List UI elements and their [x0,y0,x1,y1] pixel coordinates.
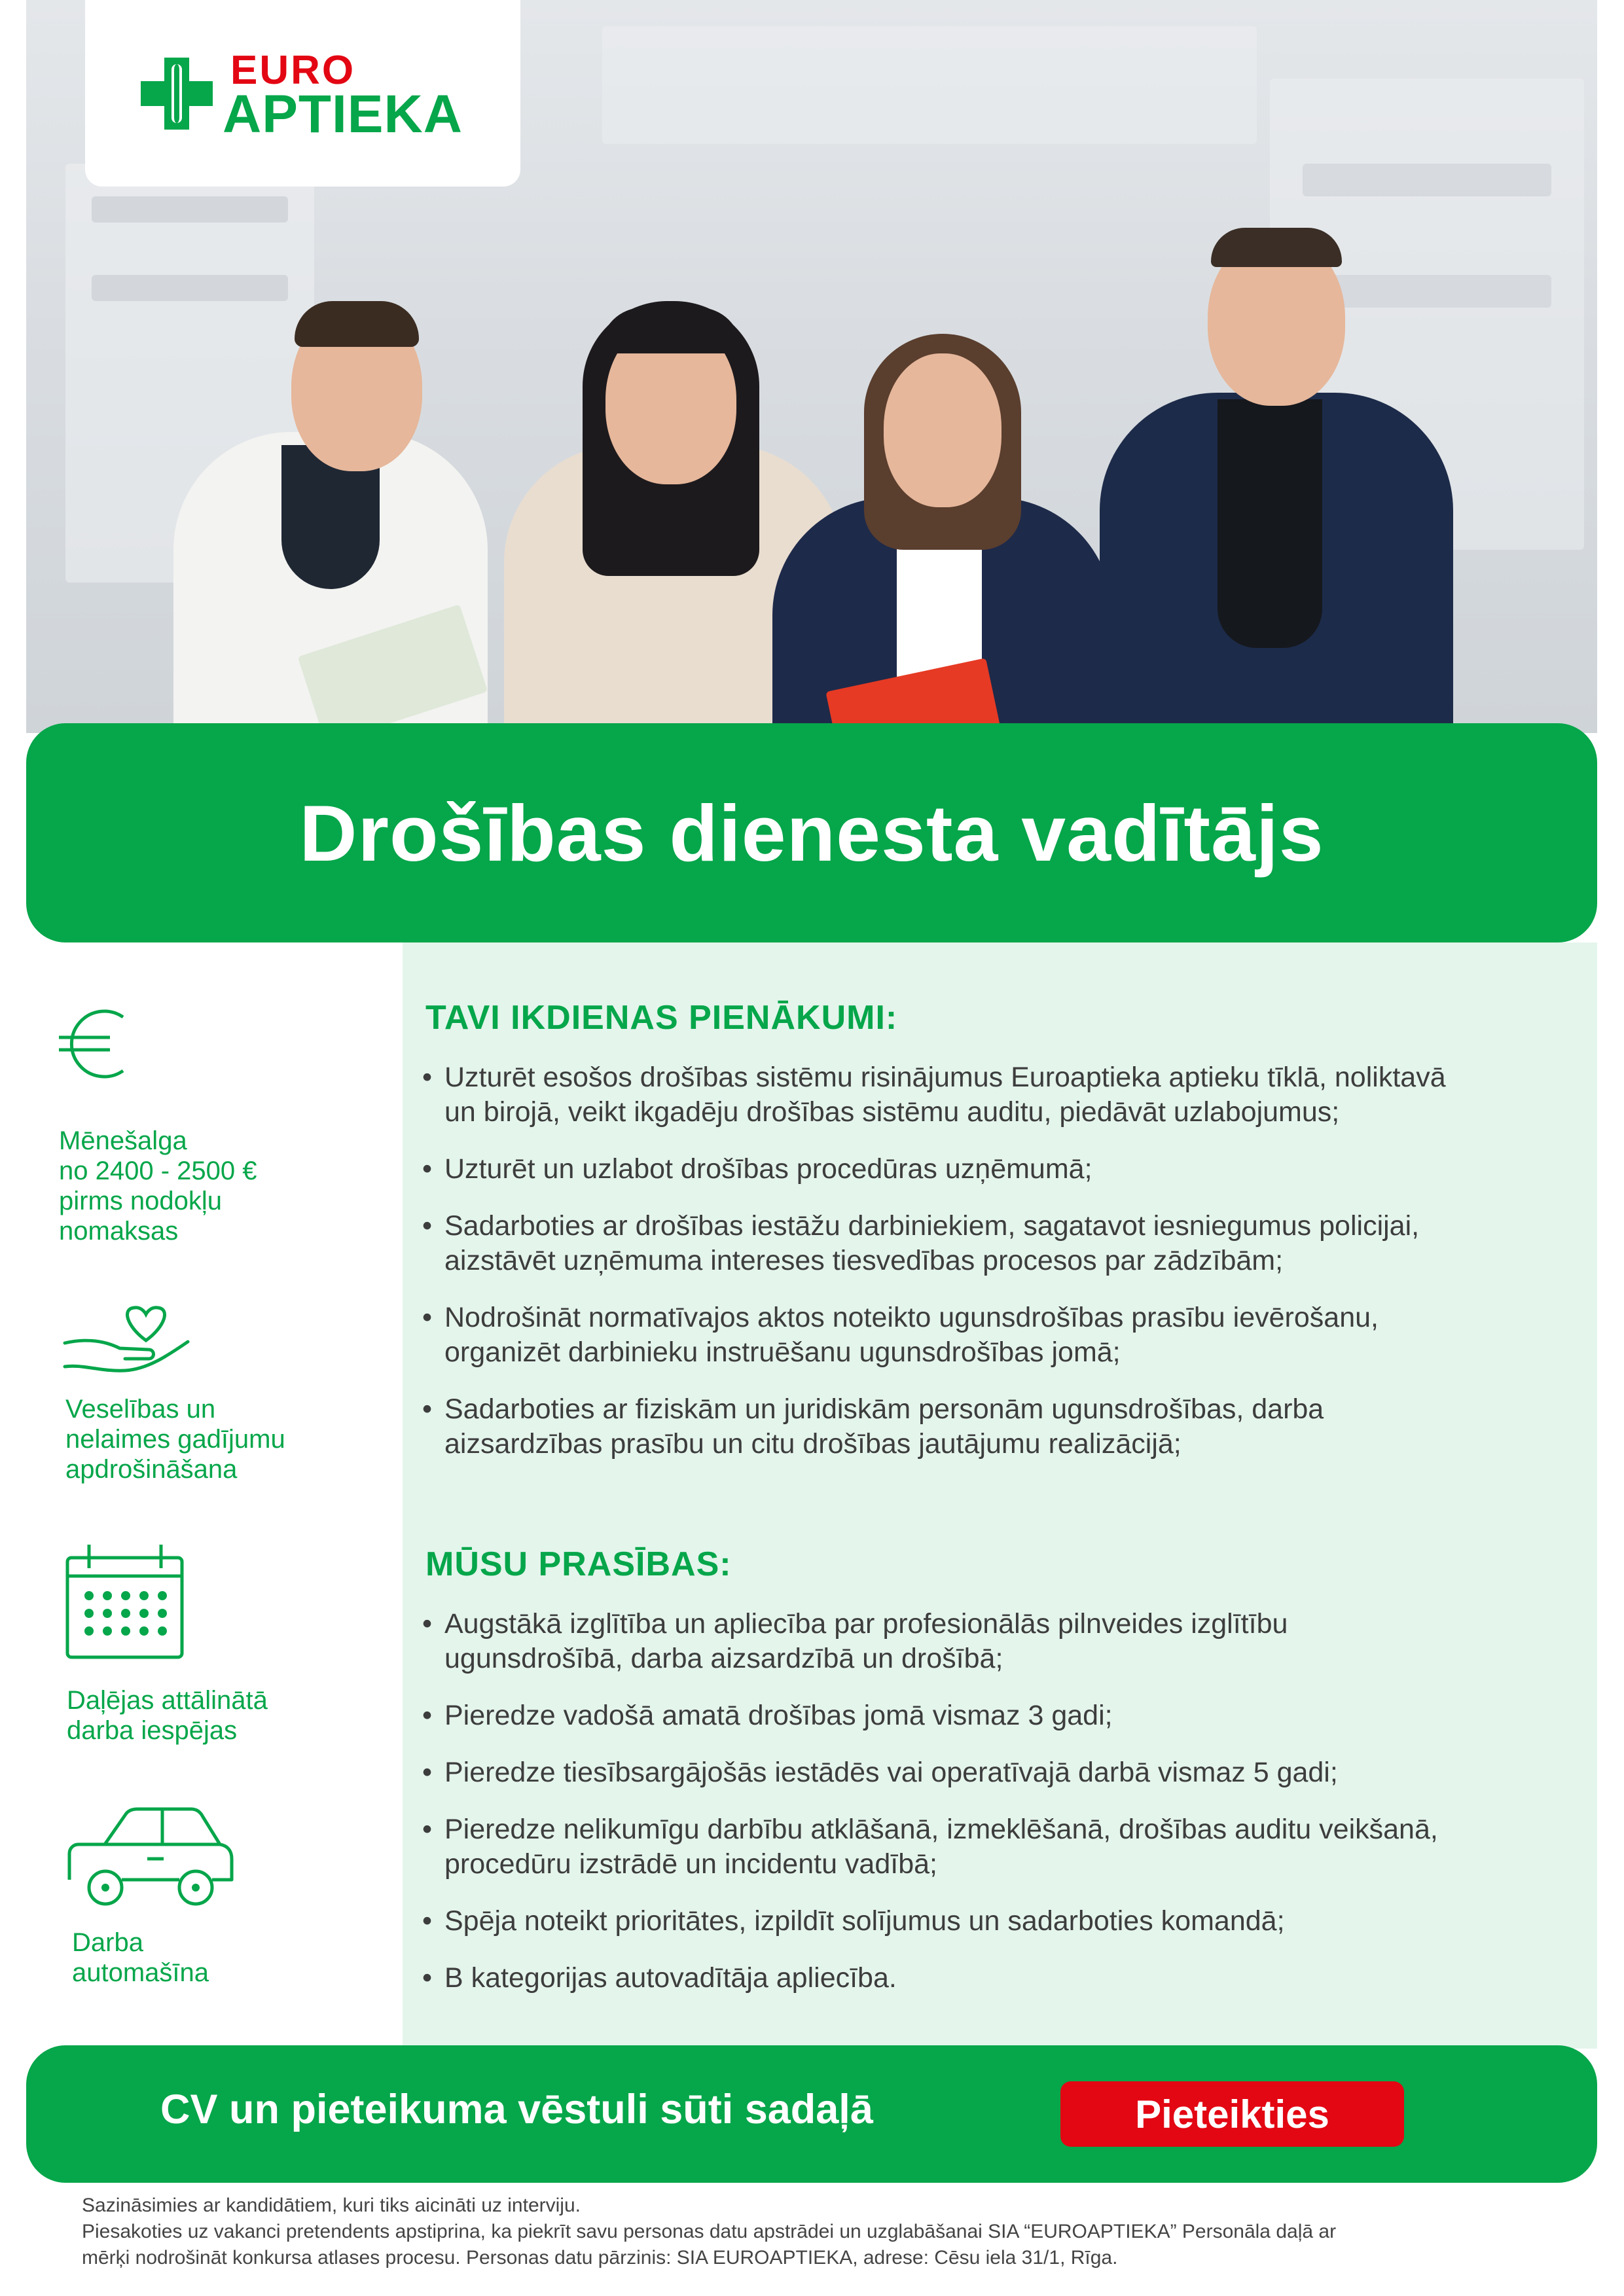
heart-hand-icon [62,1302,193,1378]
logo-text-euro: EURO [230,48,356,93]
person-3 [759,216,1126,733]
benefit-car-text: Darba automašīna [72,1928,209,1987]
benefit-salary-text: Mēnešalga no 2400 - 2500 € pirms nodokļu nomaksas [59,1126,257,1246]
title-banner [26,723,1597,942]
person-4 [1087,105,1466,733]
duties-list [422,1060,1581,1462]
list-item: • Pieredze nelikumīgu darbību atklāšanā, izmeklēšanā, drošības auditu veikšanā, procedūru izstrādē un incidentu vadībā; [422,1812,1581,1882]
requirements-title: MŪSU PRASĪBAS: [425,1545,732,1583]
list-item: • B kategorijas autovadītāja apliecība. [422,1961,1581,1996]
list-item: • Augstākā izglītība un apliecība par profesionālās pilnveides izglītību ugunsdrošībā, darba aizsardzībā un drošībā; [422,1607,1581,1676]
pharmacy-cross-icon [141,58,213,130]
car-icon [65,1806,236,1914]
job-title: Drošības dienesta vadītājs [299,788,1324,878]
logo-card [85,0,520,187]
list-item: • Nodrošināt normatīvajos aktos noteikto ugunsdrošības prasību ievērošanu, organizēt darbinieku instruēšanu ugunsdrošības jomā; [422,1300,1581,1370]
cta-text: CV un pieteikuma vēstuli sūti sadaļā [160,2087,873,2132]
footer-disclaimer: Sazināsimies ar kandidātiem, kuri tiks aicināti uz interviju. Piesakoties uz vakanci pretendents apstiprina, ka piekrīt savu personas datu apstrādei un uzglabāšanai SIA “EUROAPTIEKA” Personāla daļā ar mērķi nodrošināt konkursa atlases procesu. Personas datu pārzinis: SIA EUROAPTIEKA, adrese: Cēsu iela 31/1, Rīga. [82,2195,1337,2269]
benefit-car [65,1806,236,1914]
list-item: • Spēja noteikt prioritātes, izpildīt solījumus un sadarboties komandā; [422,1904,1581,1939]
requirements-list [422,1607,1581,1996]
list-item: • Pieredze tiesībsargājošās iestādēs vai operatīvajā darbā vismaz 5 gadi; [422,1755,1581,1790]
list-item: • Sadarboties ar fiziskām un juridiskām personām ugunsdrošības, darba aizsardzības prasību un citu drošības jautājumu realizācijā; [422,1392,1581,1462]
list-item: • Sadarboties ar drošības iestāžu darbiniekiem, sagatavot iesniegumus policijai, aizstāvēt uzņēmuma intereses tiesvedības procesos par zādzībām; [422,1209,1581,1278]
benefit-insurance-text: Veselības un nelaimes gadījumu apdrošināšana [65,1395,285,1484]
list-item: • Pieredze vadošā amatā drošības jomā vismaz 3 gadi; [422,1698,1581,1733]
benefit-insurance [62,1302,193,1378]
euro-icon [59,1001,144,1086]
calendar-icon [64,1545,189,1662]
apply-button[interactable]: Pieteikties [1060,2081,1404,2147]
benefit-remote-text: Daļējas attālinātā darba iespējas [67,1686,268,1745]
logo-text-aptieka: APTIEKA [223,84,463,144]
list-item: • Uzturēt un uzlabot drošības procedūras uzņēmumā; [422,1152,1581,1187]
duties-title: TAVI IKDIENAS PIENĀKUMI: [425,999,898,1037]
list-item: • Uzturēt esošos drošības sistēmu risinājumus Euroaptieka aptieku tīklā, noliktavā un birojā, veikt ikgadēju drošības sistēmu auditu, piedāvāt uzlabojumus; [422,1060,1581,1130]
benefit-remote [64,1545,189,1662]
benefit-salary [59,1001,144,1086]
cta-banner [26,2045,1597,2183]
